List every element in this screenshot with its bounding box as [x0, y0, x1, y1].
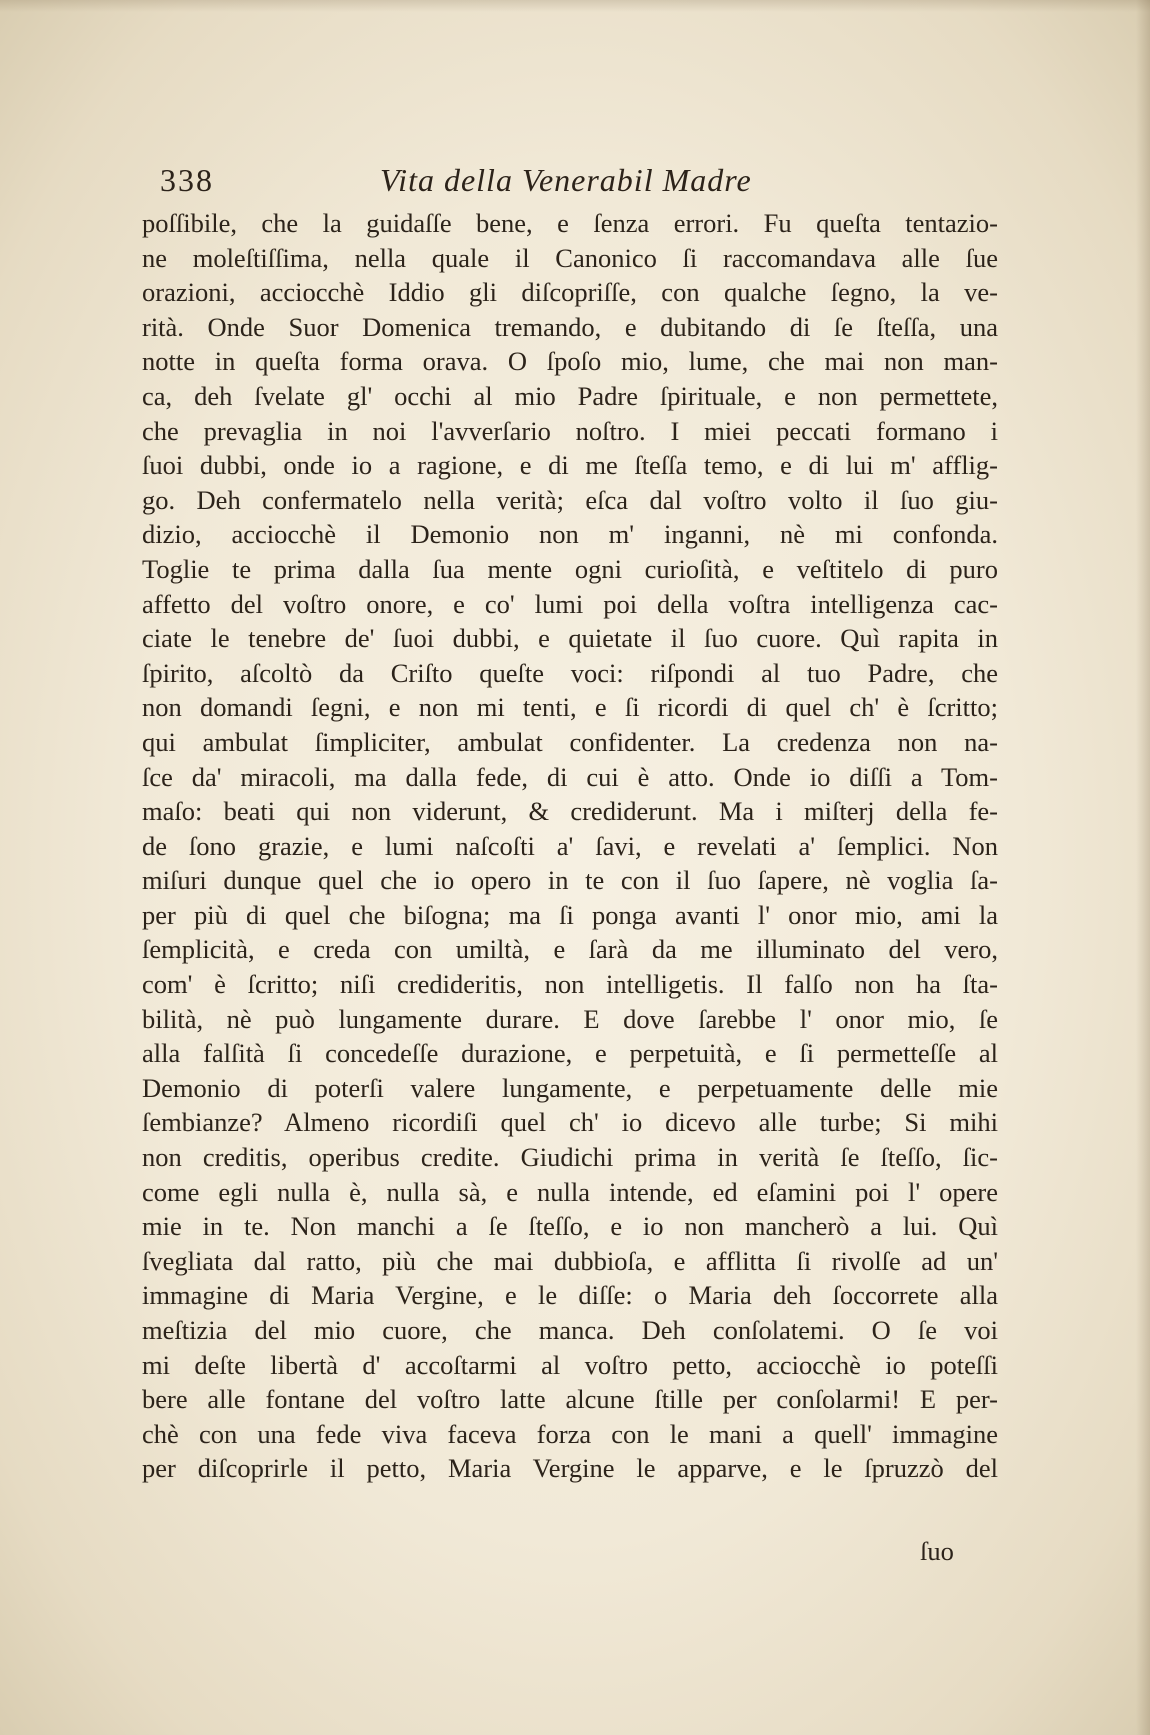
text-line: per più di quel che biſogna; ma ſi ponga avanti l' onor mio, ami la — [142, 899, 998, 930]
text-line: ca, deh ſvelate gl' occhi al mio Padre ſpirituale, e non permettete, — [142, 380, 998, 411]
text-line: miſuri dunque quel che io opero in te con il ſuo ſapere, nè voglia ſa- — [142, 865, 998, 896]
text-line: mi deſte libertà d' accoſtarmi al voſtro petto, acciocchè io poteſſi — [142, 1349, 998, 1380]
text-line: rità. Onde Suor Domenica tremando, e dubitando di ſe ſteſſa, una — [142, 311, 998, 342]
text-line: immagine di Maria Vergine, e le diſſe: o Maria deh ſoccorrete alla — [142, 1280, 998, 1311]
text-line: ne moleſtiſſima, nella quale il Canonico ſi raccomandava alle ſue — [142, 242, 998, 273]
text-line: non domandi ſegni, e non mi tenti, e ſi ricordi di quel ch' è ſcritto; — [142, 692, 998, 723]
text-line: ſce da' miracoli, ma dalla fede, di cui è atto. Onde io diſſi a Tom- — [142, 761, 998, 792]
text-line: ſpirito, aſcoltò da Criſto queſte voci: riſpondi al tuo Padre, che — [142, 657, 998, 688]
text-line: qui ambulat ſimpliciter, ambulat confidenter. La credenza non na- — [142, 726, 998, 757]
text-line: ſvegliata dal ratto, più che mai dubbioſa, e afflitta ſi rivolſe ad un' — [142, 1245, 998, 1276]
text-line: alla falſità ſi concedeſſe durazione, e perpetuità, e ſi permetteſſe al — [142, 1038, 998, 1069]
text-line: de ſono grazie, e lumi naſcoſti a' ſavi, e revelati a' ſemplici. Non — [142, 830, 998, 861]
text-line: chè con una fede viva faceva forza con le mani a quell' immagine — [142, 1418, 998, 1449]
text-line: affetto del voſtro onore, e co' lumi poi della voſtra intelligenza cac- — [142, 588, 998, 619]
page-edge-shadow-right — [1136, 0, 1150, 1735]
text-line: per diſcoprirle il petto, Maria Vergine le apparve, e le ſpruzzò del — [142, 1453, 998, 1484]
text-line: Demonio di poterſi valere lungamente, e perpetuamente delle mie — [142, 1072, 998, 1103]
text-line: non creditis, operibus credite. Giudichi prima in verità ſe ſteſſo, ſic- — [142, 1142, 998, 1173]
catchword: ſuo — [920, 1536, 954, 1566]
running-title: Vita della Venerabil Madre — [380, 162, 752, 198]
text-line: mie in te. Non manchi a ſe ſteſſo, e io non mancherò a lui. Quì — [142, 1211, 998, 1242]
text-line: bere alle fontane del voſtro latte alcune ſtille per conſolarmi! E per- — [142, 1384, 998, 1415]
text-line: meſtizia del mio cuore, che manca. Deh conſolatemi. O ſe voi — [142, 1315, 998, 1345]
text-line: orazioni, acciocchè Iddio gli diſcopriſſe, con qualche ſegno, la ve- — [142, 277, 998, 308]
body-text — [142, 206, 998, 1486]
text-line: ſemplicità, e creda con umiltà, e ſarà da me illuminato del vero, — [142, 934, 998, 965]
text-line: ſuoi dubbi, onde io a ragione, e di me ſteſſa temo, e di lui m' afflig- — [142, 450, 998, 481]
text-line: ſembianze? Almeno ricordiſi quel ch' io dicevo alle turbe; Si mihi — [142, 1107, 998, 1138]
text-line: dizio, acciocchè il Demonio non m' inganni, nè mi confonda. — [142, 519, 998, 550]
text-line: poſſibile, che la guidaſſe bene, e ſenza errori. Fu queſta tentazio- — [142, 208, 998, 238]
page-header — [160, 162, 990, 208]
page-edge-shadow-top — [0, 0, 1150, 12]
text-line: bilità, nè può lungamente durare. E dove ſarebbe l' onor mio, ſe — [142, 1003, 998, 1034]
text-line: come egli nulla è, nulla sà, e nulla intende, ed eſamini poi l' opere — [142, 1176, 998, 1207]
text-line: go. Deh confermatelo nella verità; eſca dal voſtro volto il ſuo giu- — [142, 484, 998, 515]
text-line: che prevaglia in noi l'avverſario noſtro. I miei peccati formano i — [142, 415, 998, 446]
text-line: maſo: beati qui non viderunt, & crediderunt. Ma i miſterj della fe- — [142, 796, 998, 827]
text-line: ciate le tenebre de' ſuoi dubbi, e quietate il ſuo cuore. Quì rapita in — [142, 623, 998, 654]
text-line: com' è ſcritto; niſi credideritis, non intelligetis. Il falſo non ha ſta- — [142, 969, 998, 1000]
text-line: Toglie te prima dalla ſua mente ogni curioſità, e veſtitelo di puro — [142, 553, 998, 584]
page-number: 338 — [160, 162, 214, 198]
text-line: notte in queſta forma orava. O ſpoſo mio, lume, che mai non man- — [142, 346, 998, 377]
